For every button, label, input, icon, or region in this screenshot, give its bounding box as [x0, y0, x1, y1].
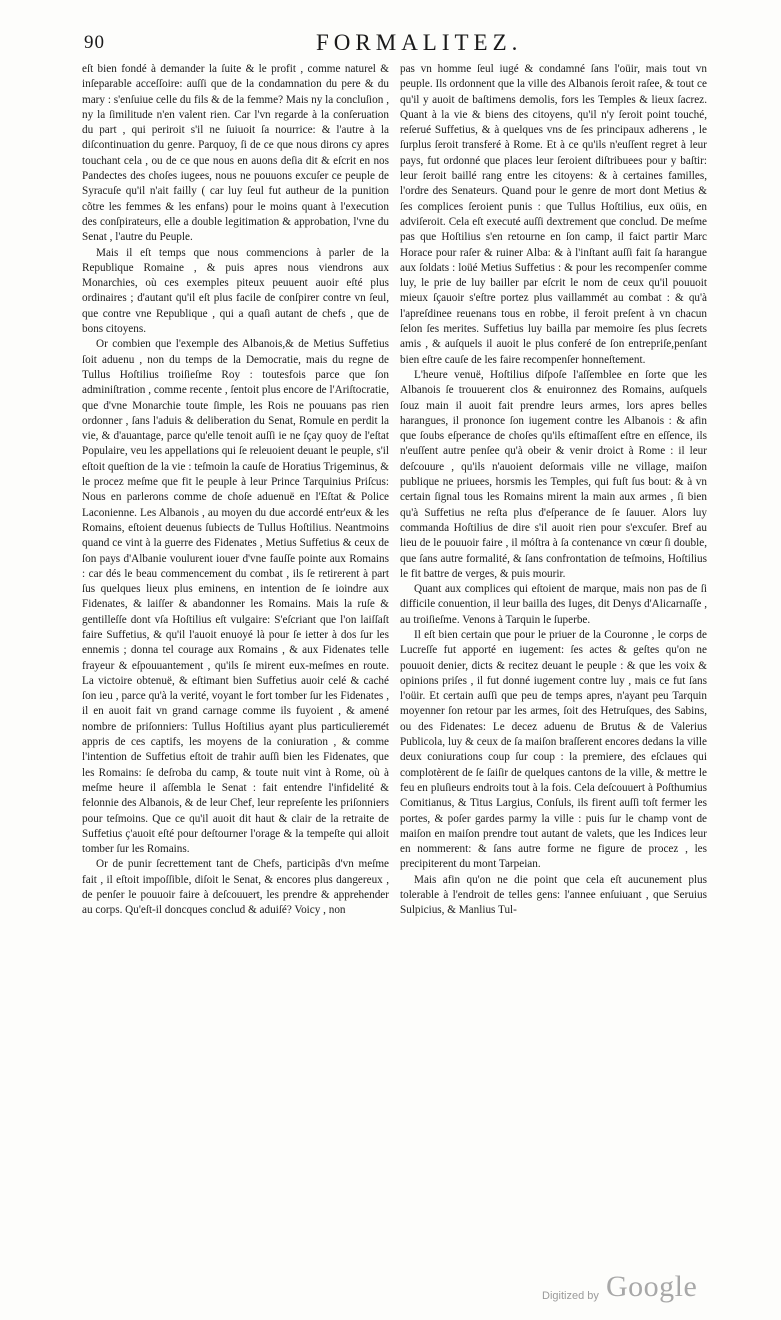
digitized-label: Digitized by [542, 1290, 599, 1302]
running-head: FORMALITEZ. [316, 30, 523, 55]
paragraph: pas vn homme ſeul iugé & condamné ſans l'oüir, mais tout vn peuple. Ils ordonnent que la ville des Albanois ſeroit raſee, & tout ce qu'il y auoit de baſtimens demolis, fors les Temples & lieux ſacrez. Quant à la vie & biens des citoyens, qu'il n'y ſeroit point touché, reſerué Suffetius, & à quelques vns de ſes principaux adherens , le ſurplus ſeroit transferé à Rome. Et à ce qu'ils n'euſſent regret à leur pays, fut ordonné que places leur ſeroient diſtribuees pour y baſtir: leur ſeroit baillé rang entre les citoyens: & à certaines familles, l'ordre des Senateurs. Quand pour le genre de mort dont Metius & ſes complices ſeroient punis : que Tullus Hoſtilius, eux oüis, en adviſeroit. Cela eſt executé auſſi dextrement que conclud. De meſme pas que Hoſtilius s'en retourne en ſon camp, il faict partir Marc Horace pour raſer & ruiner Alba: & à l'inſtant auſſi fait ſa harangue aux ſoldats : loüé Metius Suffetius : & pour les recompenſer comme luy, le prie de luy bailler par eſcrit le nom de ceux qu'il pouuoit mieux ſçauoir s'eſtre portez plus vaillammét au combat : & qu'à l'apreſdinee reuenans tous en robbe, il feroit preſent à vn chacun ſelon ſes merites. Suffetius luy bailla par memoire ſes plus ſecrets amis , & auſquels il auoit le plus conferé de ſon entrepriſe,penſant bien eſtre cauſe de les faire recompenſer honneſtement. [400, 63, 707, 366]
paragraph: Il eſt bien certain que pour le priuer de la Couronne , le corps de Lucreſſe fut apporté en iugement: ſes actes & geſtes qu'on ne pouuoit denier, dicts & recitez deuant le peuple : & que les voix & opinions priſes , il fut donné iugement contre luy , mais ce fut ſans l'oüir. Et certain auſſi que peu de temps apres, n'ayant peu Tarquin moyenner ſon retour par les armes, ſoit des Hetruſques, des Sabins, ou des Fidenates: Le decez aduenu de Brutus & de Valerius Publicola, luy & ceux de ſa maiſon braſſerent encores dedans la ville deux coniurations coup ſur coup : la premiere, des eſclaues qui complotèrent de ſe ſaiſir de quelques cantons de la ville, & mettre le feu en pluſieurs endroits tout à la fois. Cela deſcouuert à Poſthumius Comitianus, & Titus Largius, Conſuls, ils firent auſſi toſt fermer les portes, & poſer gardes parmy la ville : puis ſur le champ vont de maiſon en maiſon prendre tout autant de valets, que les Indices leur en nommerent: & ſans autre forme ne figure de procez , les precipiterent du mont Tarpeian. [400, 628, 707, 871]
paragraph: eſt bien fondé à demander la ſuite & le profit , comme naturel & inſeparable acceſſoire: auſſi que de la condamnation du pere & du mary : s'enſuiue celle du fils & de la femme? Mais ny la concluſion , ny la ſimilitude n'en valent rien. Car l'vn regarde à la conſeruation du part , qui periroit s'il ne ſuiuoit ſa nourrice: & l'autre à la diſcontinuation du genre. Parquoy, ſi de ce que nous dirons cy apres touchant cela , ou de ce que nous en auons deſia dit & eſcrit en nos Pandectes des choſes iugees, nous ne pouuons excuſer ce peuple de Syracuſe qu'il n'ait failly ( car luy ſeul fut autheur de la punition cõtre les femmes & les enfans) pour le moins quant à l'execution des conſpirateurs, elle a double legitimation & approbation, l'vne du Senat , l'autre du Peuple. [82, 63, 389, 244]
paragraph: L'heure venuë, Hoſtilius diſpoſe l'aſſemblee en ſorte que les Albanois ſe trouuerent clos & enuironnez des Romains, auſquels ſouz main il auoit fait prendre leurs armes, lors apres belles harangues, il prononce ſon iugement contre les Albanois : & afin que ſoubs eſperance de choſes qu'ils eſtimaſſent eſtre en eſſence, ils n'euſſent autre penſee qu'à obeir & venir droict à Rome : il leur deſcouure , qu'ils n'auoient deſormais ville ne village, maiſon publique ne priuees, horsmis les Temples, qui fuſt ſus bout: & à vn certain ſignal tous les Romains mirent la main aux armes , ſi bien qu'à Suffetius ne reſta plus d'eſperance de ſe ſauuer. Alors luy commanda Hoſtilius de dire s'il auoit rien pour s'excuſer. Bref au lieu de le pouuoir faire , il móſtra à ſa contenance vn cœur ſi double, que ſans autre formalité, & ſans confrontation de teſmoins, Hoſtilius le fit battre de verges, & puis mourir. [400, 368, 707, 580]
paragraph: Quant aux complices qui eſtoient de marque, mais non pas de ſi difficile conuention, il leur bailla des Iuges, dit Denys d'Alicarnaſſe , au troiſieſme. Venons à Tarquin le ſuperbe. [400, 583, 707, 626]
paragraph: Or de punir ſecrettement tant de Chefs, participãs d'vn meſme fait , il eſtoit impoſſible, diſoit le Senat, & encores plus dangereux , de penſer le pouuoir faire à deſcouuert, les prendre & apprehender au corps. Qu'eſt-il doncques conclud & aduiſé? Voicy , non [82, 858, 389, 917]
google-logo: Google [606, 1270, 698, 1303]
paragraph: Mais afin qu'on ne die point que cela eſt aucunement plus tolerable à l'endroit de telles gens: l'annee enſuiuant , que Seruius Sulpicius, & Manlius Tul- [400, 873, 707, 917]
paragraph: Mais il eſt temps que nous commencions à parler de la Republique Romaine , & puis apres nous viendrons aux Monarchies, où ces exemples piteux peuuent auoir eſté plus ordinaires ; d'autant qu'il eſt plus facile de conſpirer contre vn ſeul, que contre vne Republique , qui a quaſi autant de chefs , que de bons citoyens. [82, 246, 389, 336]
digitized-watermark [540, 1270, 760, 1310]
right-column [400, 62, 707, 919]
left-column [82, 62, 389, 919]
page-number: 90 [84, 32, 105, 53]
page-header [84, 30, 712, 64]
paragraph: Or combien que l'exemple des Albanois,& de Metius Suffetius ſoit aduenu , non du temps de la Democratie, mais du regne de Tullus Hoſtilius troiſieſme Roy : toutesfois parce que ſon adminiſtration , comme recente , ſentoit plus encore de l'Ariſtocratie, que d'vne Monarchie toute ſimple, les Rois ne pouuans pas rien ordonner , ſans l'aduis & deliberation du Senat, Romule en perdit la vie, & d'auantage, parce qu'elle tenoit auſſi ie ne ſçay quoy de l'eſtat Populaire, veu les appellations qui ſe releuoient deuant le peuple, s'il eſtoit queſtion de la vie : teſmoin la cauſe de Horatius Trigeminus, & le procez meſme que fit le peuple à leur Prince Tarquinius Priſcus: Nous en parlerons comme de choſe aduenuë en l'Eſtat & Police Laconienne. Les Albanois , au moyen du due accordé entr'eux & les Romains, eſtoient deuenus ſubiects de Tullus Hoſtilius. Neantmoins quand ce vint à la guerre des Fidenates , Metius Suffetius & ceux de ſon pays d'Albanie voulurent iouer d'vne fauſſe pointe aux Romains : car dés le beau commencement du combat , ils ſe retirerent à part ſus quelques lieux plus eminens, en intention de ſe ioindre aux Fidenates, & laiſſer & abandonner les Romains. Mais la ruſe & gentilleſſe dont vſa Hoſtilius eſt vulgaire: S'eſcriant que l'on laiſſaſt faire Suffetius, & qu'il l'auoit enuoyé là pour ſe ietter à dos ſur les ennemis ; donna tel courage aux Romains , & aux Fidenates telle frayeur & eſpouuantement , qu'ils ſe mirent eux-meſmes en route. La victoire obtenuë, & eſtimant bien Suffetius auoir celé & caché ſon ieu , parce qu'à la verité, voyant le fort tomber ſur les Fidenates , il en auoit fait vn grand carnage comme ils fuyoient , & amené nombre de priſonniers: Tullus Hoſtilius ayant plus particulieremét appris de ces captifs, les moyens de la coniuration , & comme l'intention de Suffetius eſtoit de trahir auſſi bien les Fidenates, que les Romains: ſe deſroba du camp, & toute nuit vint à Rome, où à meſme heure il aſſembla le Senat : fait entendre l'infidelité & felonnie des Albanois, & de leur Chef, leur repreſente les priſonniers pour teſmoins. Que ce qu'il auoit dit haut & clair de la retraite de Suffetius ç'auoit eſté pour deſtourner l'orage & la tempeſte qui alloit tomber ſur les Romains. [82, 338, 389, 856]
